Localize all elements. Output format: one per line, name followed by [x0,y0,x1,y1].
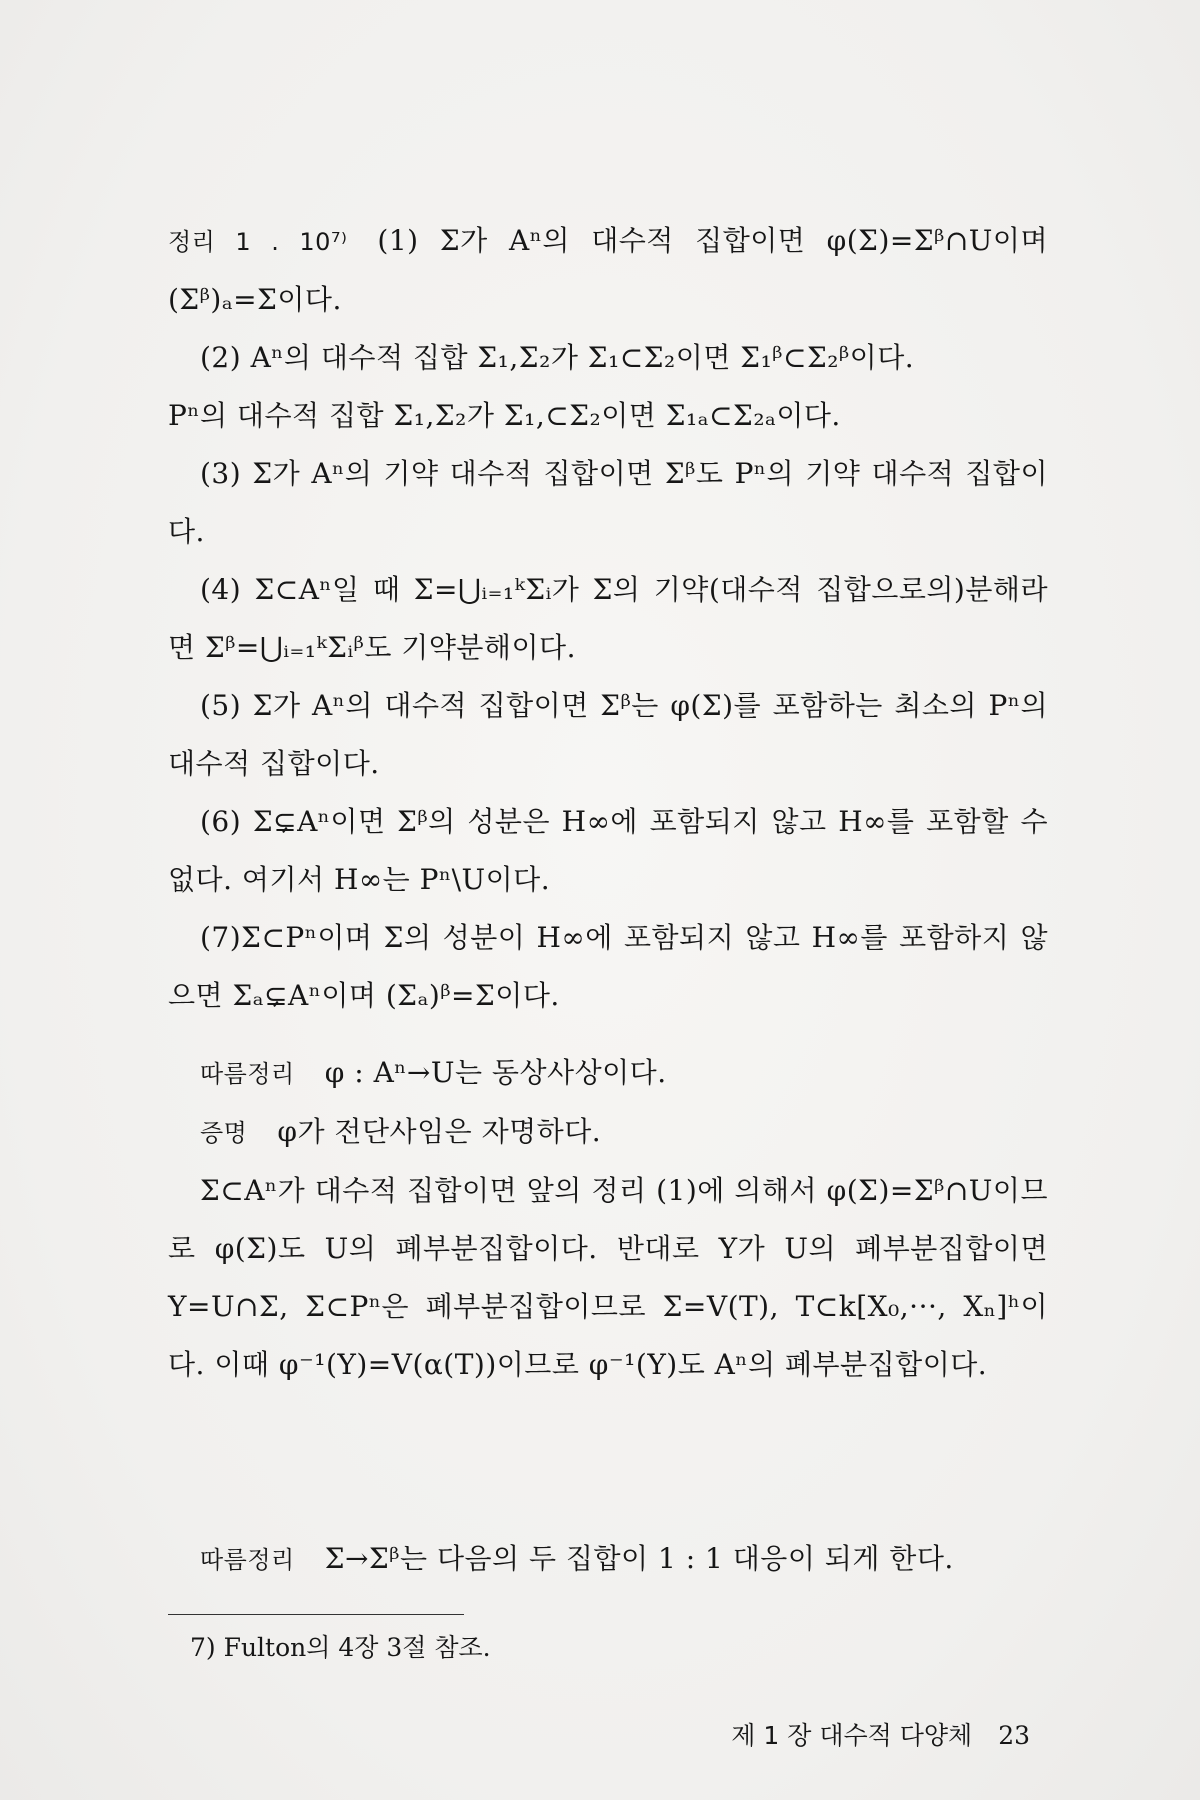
page-footer [700,1716,1030,1756]
corollary-statement: φ : Aⁿ→U는 동상사상이다. [324,1056,667,1089]
corollary-label: 따름정리 [200,1060,295,1088]
theorem-1-10 [168,212,1048,1025]
corollary-2 [168,1530,1048,1589]
theorem-item-5: (5) Σ가 Aⁿ의 대수적 집합이면 Σᵝ는 φ(Σ)를 포함하는 최소의 Pⁿ의 대수적 집합이다. [168,689,1048,780]
proof-body: Σ⊂Aⁿ가 대수적 집합이면 앞의 정리 (1)에 의해서 φ(Σ)=Σᵝ∩U이므로 φ(Σ)도 U의 폐부분집합이다. 반대로 Y가 U의 폐부분집합이면 Y=U∩Σ, Σ⊂Pⁿ은 폐부분집합이므로 Σ=V(T), T⊂k[X₀,···, Xₙ]ʰ이다. 이때 φ⁻¹(Y)=V(α(T))이므로 φ⁻¹(Y)도 Aⁿ의 폐부분집합이다. [168,1174,1048,1381]
theorem-item-3: (3) Σ가 Aⁿ의 기약 대수적 집합이면 Σᵝ도 Pⁿ의 기약 대수적 집합이다. [168,457,1048,548]
theorem-item-2b: Pⁿ의 대수적 집합 Σ₁,Σ₂가 Σ₁,⊂Σ₂이면 Σ₁ₐ⊂Σ₂ₐ이다. [168,399,841,432]
theorem-item-1: (1) Σ가 Aⁿ의 대수적 집합이면 φ(Σ)=Σᵝ∩U이며 (Σᵝ)ₐ=Σ이다. [168,224,1048,316]
corollary-statement: Σ→Σᵝ는 다음의 두 집합이 1 : 1 대응이 되게 한다. [324,1542,954,1575]
chapter-title: 제 1 장 대수적 다양체 [731,1721,973,1750]
footnote-divider [168,1614,464,1615]
theorem-item-4: (4) Σ⊂Aⁿ일 때 Σ=⋃ᵢ₌₁ᵏΣᵢ가 Σ의 기약(대수적 집합으로의)분해라면 Σᵝ=⋃ᵢ₌₁ᵏΣᵢᵝ도 기약분해이다. [168,573,1048,664]
page-number: 23 [998,1721,1030,1750]
corollary-label: 따름정리 [200,1546,295,1574]
theorem-item-6: (6) Σ⊊Aⁿ이면 Σᵝ의 성분은 H∞에 포함되지 않고 H∞를 포함할 수 없다. 여기서 H∞는 Pⁿ\U이다. [168,805,1048,896]
proof-first-sentence: φ가 전단사임은 자명하다. [277,1115,602,1148]
corollary-1 [168,1044,1048,1394]
proof-label: 증명 [200,1119,248,1147]
theorem-item-2: (2) Aⁿ의 대수적 집합 Σ₁,Σ₂가 Σ₁⊂Σ₂이면 Σ₁ᵝ⊂Σ₂ᵝ이다. [200,341,915,374]
theorem-label: 정리 1 . 10⁷⁾ [168,228,348,256]
theorem-item-7: (7)Σ⊂Pⁿ이며 Σ의 성분이 H∞에 포함되지 않고 H∞를 포함하지 않으면 Σₐ⊊Aⁿ이며 (Σₐ)ᵝ=Σ이다. [168,921,1048,1012]
footnote: 7) Fulton의 4장 3절 참조. [190,1633,491,1662]
